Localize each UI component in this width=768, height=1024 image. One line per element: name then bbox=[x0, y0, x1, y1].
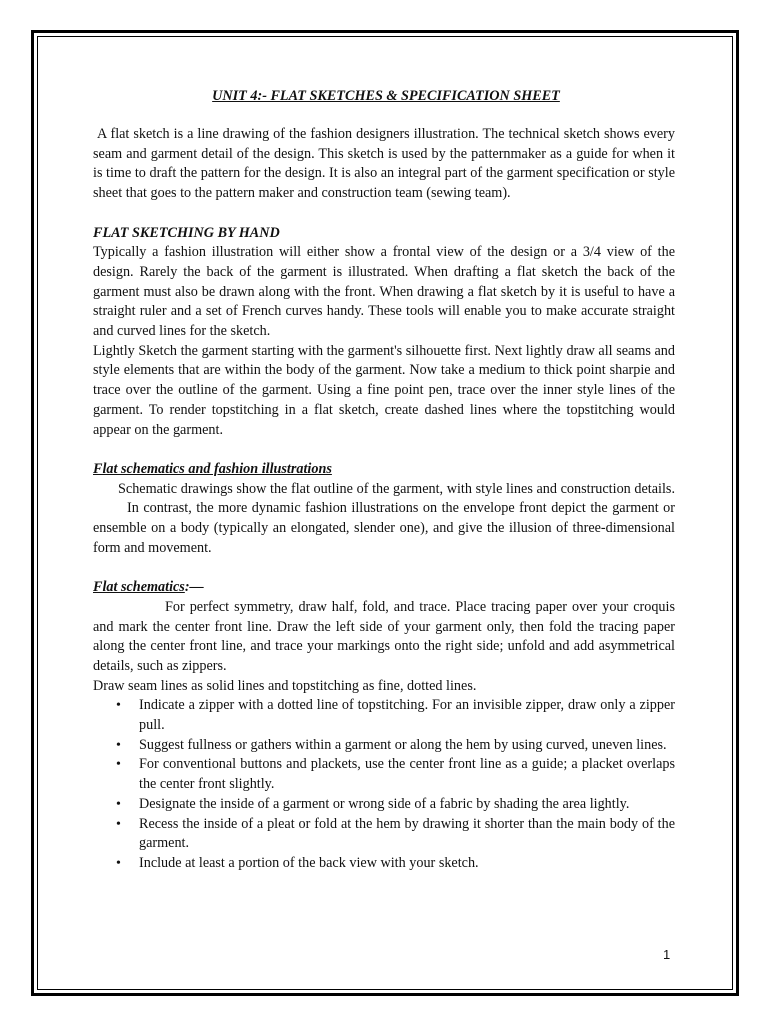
bullet-icon: • bbox=[116, 796, 121, 812]
schematics-illustrations-paragraph bbox=[93, 480, 675, 559]
schematics-paragraph-part-1: Schematic drawings show the flat outline of the garment, with style lines and construction details. bbox=[118, 480, 675, 497]
list-item-text: Include at least a portion of the back view with your sketch. bbox=[139, 854, 479, 871]
list-item-text: Suggest fullness or gathers within a garment or along the hem by using curved, uneven lines. bbox=[139, 736, 667, 753]
bullet-list bbox=[93, 696, 675, 873]
document-title: UNIT 4:- FLAT SKETCHES & SPECIFICATION SHEET bbox=[212, 88, 560, 104]
bullet-icon: • bbox=[116, 698, 121, 714]
list-item bbox=[93, 815, 675, 854]
bullet-icon: • bbox=[116, 737, 121, 753]
section-heading-schematics-illustrations: Flat schematics and fashion illustrations bbox=[93, 460, 332, 477]
list-item bbox=[93, 755, 675, 794]
list-item bbox=[93, 736, 675, 756]
spacer bbox=[93, 440, 675, 460]
list-item-text: Designate the inside of a garment or wrong side of a fabric by shading the area lightly. bbox=[139, 795, 630, 812]
list-item-text: For conventional buttons and plackets, use the center front line as a guide; a placket overlaps the center front slightly. bbox=[139, 756, 675, 793]
section-heading-flat-schematics: Flat schematics bbox=[93, 579, 185, 596]
bullet-icon: • bbox=[116, 855, 121, 871]
list-item bbox=[93, 696, 675, 735]
bullet-icon: • bbox=[116, 816, 121, 832]
section-heading-flat-sketching-by-hand: FLAT SKETCHING BY HAND bbox=[93, 224, 280, 241]
document-body bbox=[93, 86, 675, 874]
schematics-paragraph-part-2: In contrast, the more dynamic fashion illustrations on the envelope front depict the garment or ensemble on a body (typically an elongated, slender one), and give the illusion of three-dimensional form and movement. bbox=[93, 500, 675, 556]
list-item-text: Recess the inside of a pleat or fold at the hem by drawing it shorter than the main body of the garment. bbox=[139, 815, 675, 852]
list-item-text: Indicate a zipper with a dotted line of topstitching. For an invisible zipper, draw only a zipper pull. bbox=[139, 697, 675, 734]
spacer bbox=[93, 204, 675, 224]
section-heading-flat-schematics-line bbox=[93, 578, 675, 598]
spacer bbox=[93, 558, 675, 578]
section-heading-flat-schematics-suffix: :— bbox=[184, 579, 204, 596]
by-hand-paragraph-1: Typically a fashion illustration will either show a frontal view of the design or a 3/4 view of the design. Rarely the back of the garment is illustrated. When drafting a flat sketch the back of the garment must also be drawn along with the front. When drawing a flat sketch by it is useful to have a straight ruler and a set of French curves handy. These tools will enable you to make accurate straight and curved lines for the sketch. bbox=[93, 244, 675, 340]
list-item bbox=[93, 795, 675, 815]
flat-schematics-paragraph-2: Draw seam lines as solid lines and topstitching as fine, dotted lines. bbox=[93, 677, 477, 694]
flat-schematics-paragraph-1: For perfect symmetry, draw half, fold, and trace. Place tracing paper over your croquis and mark the center front line. Draw the left side of your garment only, then fold the tracing paper along the center front line, and trace your markings onto the right side; unfold and add asymmetrical details, such as zippers. bbox=[93, 598, 675, 674]
by-hand-paragraph-2: Lightly Sketch the garment starting with the garment's silhouette first. Next lightly draw all seams and style elements that are within the body of the garment. Now take a medium to thick point sharpie and trace over the outline of the garment. Using a fine point pen, trace over the inner style lines of the garment. To render topstitching in a flat sketch, create dashed lines where the topstitching would appear on the garment. bbox=[93, 342, 675, 438]
page-number: 1 bbox=[663, 947, 671, 962]
section-heading-schematics-illustrations-line bbox=[93, 460, 675, 480]
list-item bbox=[93, 854, 675, 874]
intro-paragraph: A flat sketch is a line drawing of the fashion designers illustration. The technical sketch shows every seam and garment detail of the design. This sketch is used by the patternmaker as a guide for when it is time to draft the pattern for the design. It is also an integral part of the garment specification or style sheet that goes to the pattern maker and construction team (sewing team). bbox=[93, 126, 675, 202]
bullet-icon: • bbox=[116, 757, 121, 773]
